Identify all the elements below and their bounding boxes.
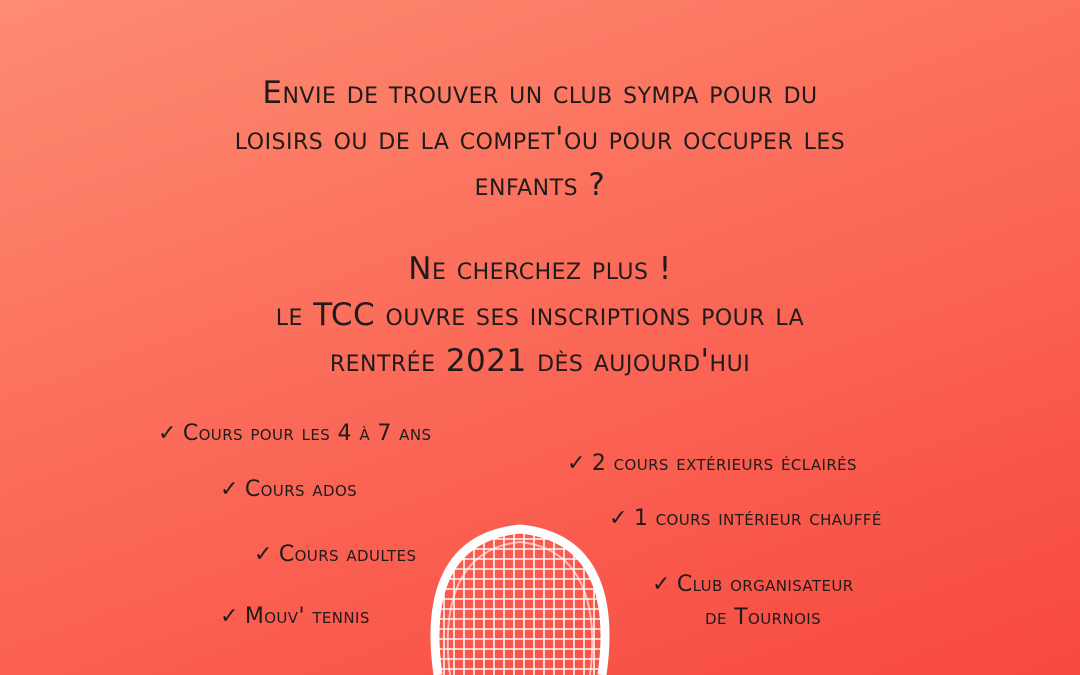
feature-item: ✓ Club organisateur [652, 572, 854, 597]
intro-line-1: Envie de trouver un club sympa pour du [262, 75, 818, 111]
tennis-racket-icon [420, 515, 620, 675]
feature-item: ✓ Cours pour les 4 à 7 ans [158, 421, 432, 446]
announce-line-3: rentrée 2021 dès aujourd'hui [329, 343, 751, 379]
check-icon: ✓ [652, 572, 671, 597]
announce-line-1: Ne cherchez plus ! [408, 251, 672, 287]
feature-item: ✓ Cours adultes [254, 542, 417, 567]
check-icon: ✓ [609, 506, 628, 531]
feature-item: ✓ 1 cours intérieur chauffé [609, 506, 882, 531]
announcement-text [140, 246, 940, 384]
intro-line-3: enfants ? [474, 167, 606, 203]
announce-line-2: le TCC ouvre ses inscriptions pour la [275, 297, 805, 333]
check-icon: ✓ [254, 542, 273, 567]
intro-text [140, 70, 940, 208]
check-icon: ✓ [158, 421, 177, 446]
feature-item: ✓ 2 cours extérieurs éclairés [567, 451, 857, 476]
feature-item: ✓ Cours ados [220, 477, 358, 502]
feature-item-continued: de Tournois [705, 605, 822, 630]
check-icon: ✓ [567, 451, 586, 476]
check-icon: ✓ [220, 477, 239, 502]
feature-item: ✓ Mouv' tennis [220, 604, 370, 629]
check-icon: ✓ [220, 604, 239, 629]
intro-line-2: loisirs ou de la compet'ou pour occuper les [234, 121, 846, 157]
